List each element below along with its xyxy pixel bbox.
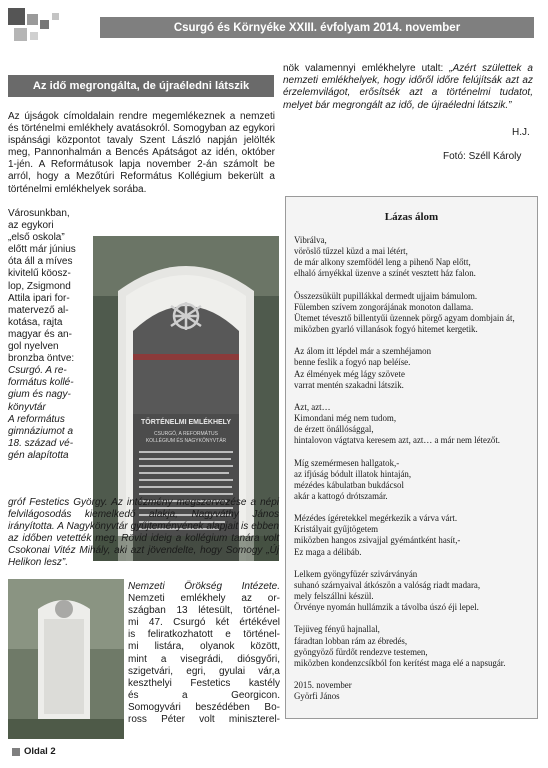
header-square (8, 8, 25, 25)
text-line: Attila ipari for- (8, 292, 70, 304)
text-line: keszthelyi Festetics kastély (128, 677, 280, 689)
header-square (52, 13, 59, 20)
header-square (30, 32, 38, 40)
text-line: előtt már június (8, 244, 76, 256)
text-line: és a Georgicon. (128, 689, 280, 701)
poem-stanza (294, 402, 534, 447)
text-line: Nemzeti emlékhely az or- (128, 593, 280, 605)
poem-line: Az álom itt lépdel már a szemhéjamon (294, 346, 432, 357)
poem-body (294, 235, 534, 702)
text-line: mi 47. Csurgó két értékével (128, 617, 280, 629)
article-intro: Az újságok címoldalain rendre megemlékeznek a nemzeti és történelmi emlékhely avatásokról. Somogyban az egykori ispánsági központot tavaly Szent László napján jelölték meg, Pannonhalmán a Bencés Apátságot az idén, október 1-jén. A Reformátusok lapja november 2-án számolt be arról, hogy a Mezőtúri Református Kollégium bekerült a történelmi emlékhelyek sorába. (8, 111, 275, 195)
memorial-pillar-photo (8, 579, 124, 739)
text-line: matervező al- (8, 304, 69, 316)
poem-line: varrat mentén szakadni látszik. (294, 379, 404, 390)
poem-stanza (294, 346, 534, 391)
poem-title: Lázas álom (384, 211, 439, 223)
poem-line: Ez maga a délibáb. (294, 546, 362, 557)
text-line: Csurgó. A re- (8, 365, 67, 377)
poem-line: de már alkony szemfödél leng a pihenő Nap előtt, (294, 257, 471, 268)
poem-line: de érzett önállósággal, (294, 424, 374, 435)
poem-line: vöröslő tűzzel küzd a mai létért, (294, 246, 408, 257)
photo-credit: Fotó: Széll Károly (443, 151, 522, 162)
poem-line: mely felszállni készül. (294, 591, 374, 602)
text-line: gium és nagy- (8, 389, 71, 401)
text-line: az egykori (8, 220, 54, 232)
poem-line: akár a kattogó drótszamár. (294, 490, 388, 501)
text-line: lop, Zsigmond (8, 280, 71, 292)
page-footer (12, 746, 56, 757)
text-line: mint a visegrádi, diósgyőri, (128, 653, 280, 665)
poem-line: benne feslik a fogyó nap beléíse. (294, 357, 411, 368)
poem-line: Azt, azt… (294, 401, 331, 412)
text-line: A református (8, 413, 65, 425)
text-line: gén alapította (8, 449, 69, 461)
poem-line: Míg szemérmesen hallgatok,- (294, 457, 400, 468)
poem-line: fáradtan lobban rám az ébredés, (294, 635, 408, 646)
poem-stanza (294, 569, 534, 614)
poem-stanza (294, 291, 534, 336)
poem-line: Tejüveg fényű hajnallal, (294, 624, 380, 635)
poem-line: az ifjúság bódult illatok hintaján, (294, 468, 412, 479)
page-number: Oldal 2 (24, 746, 56, 757)
article-author: H.J. (512, 127, 530, 138)
article-title: Az idő megrongálta, de újraéledni látszik (8, 75, 274, 97)
poem-line: hintalovon vágtatva keresem azt, azt… a már nem létezőt. (294, 435, 501, 446)
poem-line: Fülemben szívem zongorájának monoton dallama. (294, 301, 474, 312)
poem-line: Kristályait gyűjtögetem (294, 524, 379, 535)
poem-line: miközben hangos zsivajjal gyémántként hasít,- (294, 535, 461, 546)
poem-line: miközben gyarló villanások fogyó hitemet kergetik. (294, 324, 478, 335)
text-line: gimnáziumot a (8, 425, 74, 437)
poem-stanza (294, 458, 534, 503)
text-line: könyvtár (8, 401, 46, 413)
text-line: bronzba öntve: (8, 353, 75, 365)
poem-stanza (294, 624, 534, 669)
quote-lead: nök valamennyi emlékhelyre utalt: (283, 63, 450, 74)
page-header: Csurgó és Környéke XXIII. évfolyam 2014. november (100, 17, 534, 38)
poem-line: Mézédes ígéretekkel megérkezik a várva várt. (294, 513, 458, 524)
text-line: ross Péter volt miniszterel- (128, 714, 280, 726)
poem-line: Vibrálva, (294, 235, 327, 245)
poem-line: elhaló árnyékkal üzenve a színét vesztett ház falon. (294, 268, 476, 279)
poem-line: Lelkem gyöngyfüzér szivárványán (294, 568, 418, 579)
header-square (14, 28, 27, 41)
text-line: 18. század vé- (8, 437, 74, 449)
poem-line: Örvénye nyomán hullámzik a távolba úszó éji lepel. (294, 602, 479, 613)
closing-quote (283, 63, 533, 112)
poem-line: Ütemet tévesztő billentyűi üzennek pörgő agyam dombjain át, (294, 312, 515, 323)
text-line: „első oskola” (8, 232, 65, 244)
header-square (40, 20, 49, 29)
plaque-subheading: CSURGÓ, A REFORMÁTUS (154, 431, 218, 437)
poem-line: Összezsükült pupillákkal dermedt ujjaim bámulom. (294, 290, 478, 301)
poem-line: Az élmények még lágy szövete (294, 368, 405, 379)
text-line: formátus kollé- (8, 377, 74, 389)
text-line: szigetvári, egri, gyulai vár,a (128, 665, 280, 677)
text-line: magyar és an- (8, 328, 72, 340)
header-square (27, 14, 38, 25)
text-line: Városunkban, (8, 208, 70, 219)
poem-line: gyöngyöző fürdőt rendezve testemen, (294, 646, 428, 657)
text-line: óta áll a míves (8, 256, 73, 268)
text-line: kotása, rajta (8, 316, 63, 328)
poem-box (285, 196, 538, 719)
text-line: Somogyvári beszédében Bo- (128, 701, 280, 713)
poem-line: mézédes kábulatban bukdácsol (294, 479, 404, 490)
article-body-italic: gróf Festetics György. Az intézmény megszervezése a népi felvilágosodás kiemelkedő alakja, Nagyváthy János irányította. A Nagykönyvtár gyűjteményének alapjait is ebben az időben vetették meg. Rövid ideig a kollégium tanára volt Csokonai Vitéz Mihály, aki azt jövendelte, hogy Somogy „Új Helikon lesz”. (8, 497, 279, 569)
text-line: Nemzeti Örökség Intézete. (128, 581, 280, 592)
lower-text-column (128, 581, 280, 726)
plaque-heading: TÖRTÉNELMI EMLÉKHELY (141, 419, 231, 426)
poem-line: suhanó szárnyaival átkószön a valóság riadt madara, (294, 579, 481, 590)
text-line: mi listára, olyanok között, (128, 641, 280, 653)
poem-line: Kimondani még nem tudom, (294, 413, 397, 424)
poem-stanza (294, 513, 534, 558)
poem-line: miközben kondenzcsíkból fon kerítést maga elé a napsugár. (294, 657, 506, 668)
wrap-text-column (8, 208, 90, 462)
plaque-subheading: KOLLÉGIUM ÉS NAGYKÖNYVTÁR (145, 438, 227, 444)
poem-date: 2015. november (294, 680, 352, 690)
footer-mark (12, 748, 20, 756)
text-line: is feliratkozhatott e történel- (128, 629, 280, 641)
poem-stanza (294, 235, 534, 280)
text-line: gol nyelven (8, 341, 59, 353)
quote-text: „Azért születtek a nemzeti emlékhelyek, hogy időről időre felújítsák azt az érzelemvilágot, erősítsék azt a történelmi tudatot, melyet bár megrongált az idő, de újraéledni látszik.” (283, 63, 533, 111)
text-line: kivitelű köosz- (8, 268, 71, 280)
text-line: szágban 13 létesült, történel- (128, 605, 280, 617)
poem-author: Györfi János (294, 691, 340, 702)
